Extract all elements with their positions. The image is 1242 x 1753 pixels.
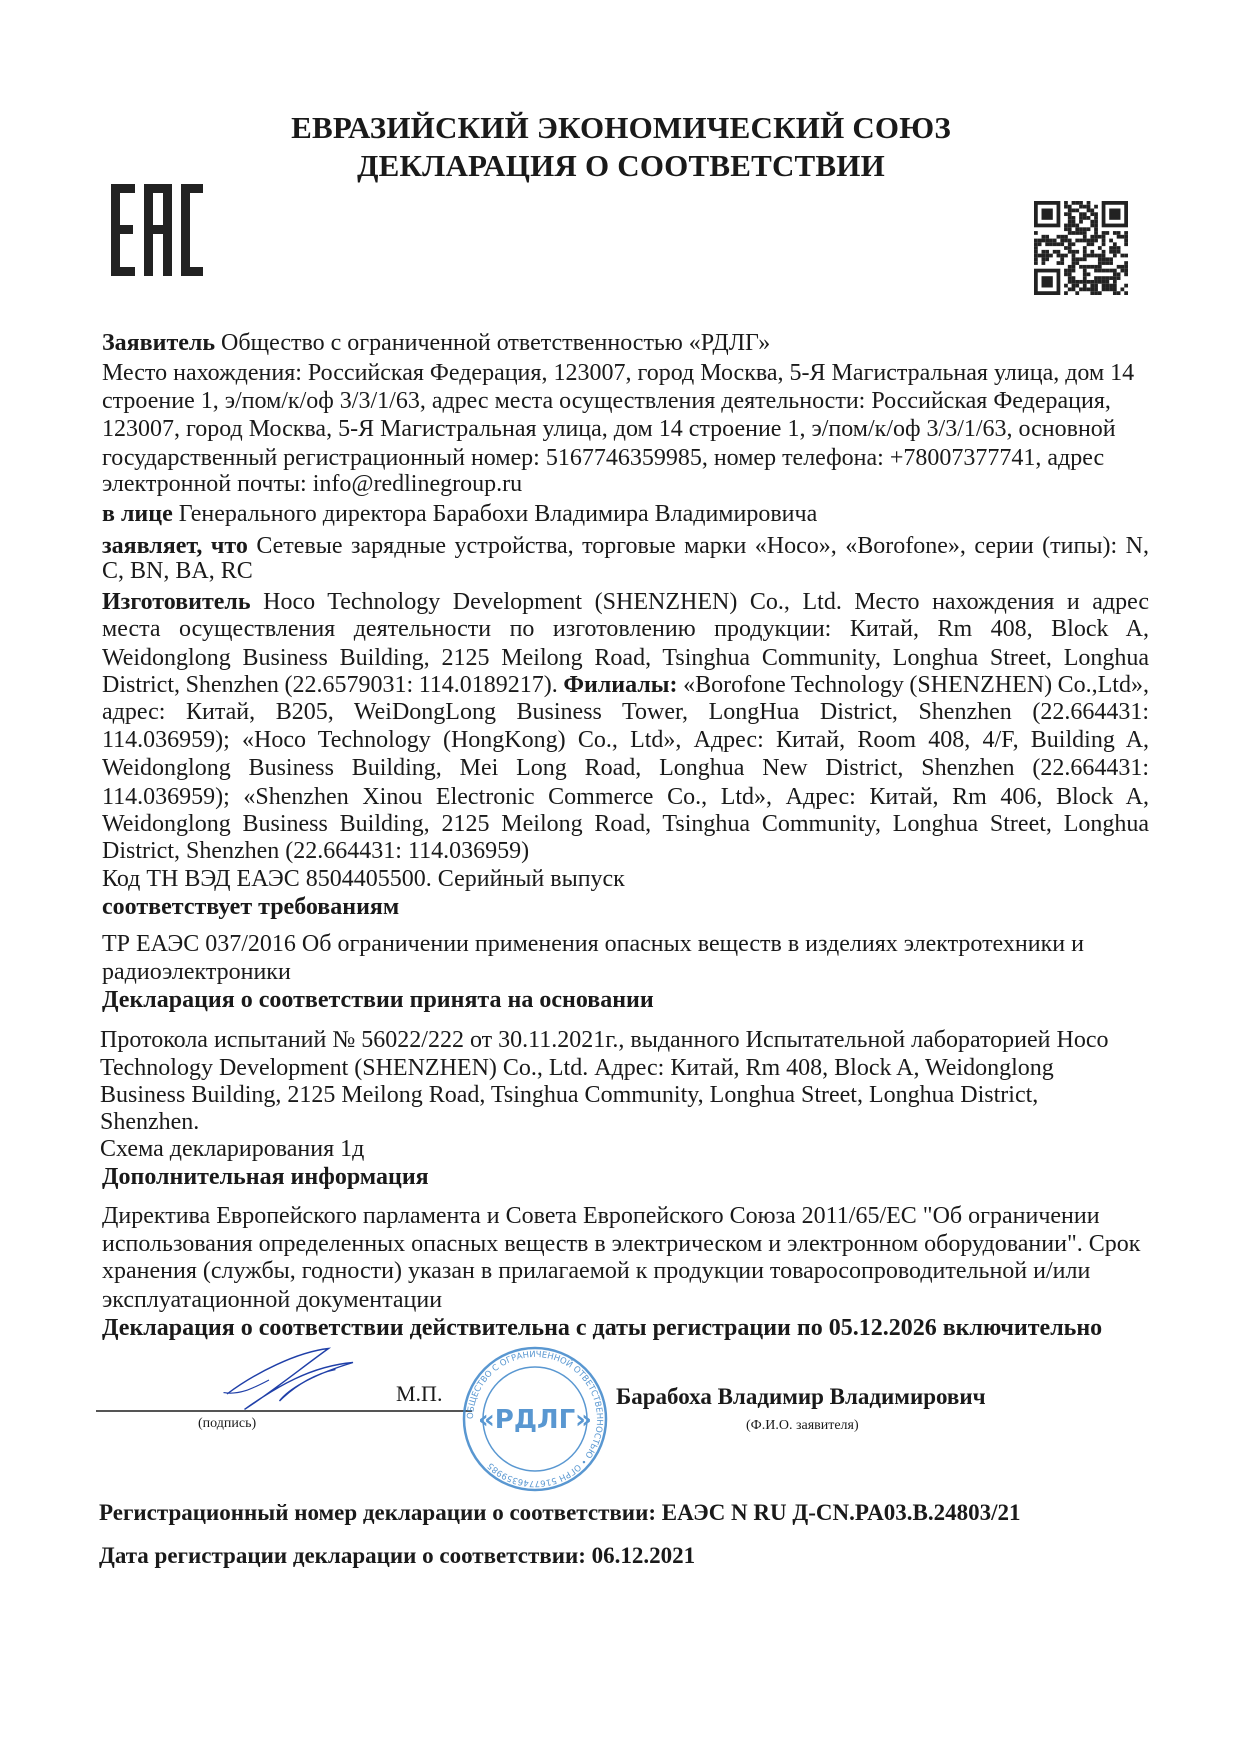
text-segment: C, BN, BA, RC (102, 558, 253, 584)
bold-label: заявляет, что (102, 533, 248, 559)
text-segment: Weidonglong Business Building, 2125 Meilong Road, Tsinghua Community, Longhua Street, Longhua (102, 645, 1150, 671)
text-segment: Shenzhen. (100, 1109, 200, 1135)
text-segment: Код ТН ВЭД ЕАЭС 8504405500. Серийный выпуск (102, 866, 625, 892)
text-segment: эксплуатационной документации (102, 1287, 443, 1313)
text-line (102, 1204, 1100, 1228)
text-line (102, 617, 1149, 641)
bold-label: Заявитель (102, 330, 216, 356)
stamp-center-text: «РДЛГ» (478, 1405, 592, 1435)
text-line (100, 1110, 199, 1134)
text-segment: District, Shenzhen (22.664431: 114.036959) (102, 838, 530, 864)
bold-label: Декларация о соответствии принята на основании (102, 987, 654, 1013)
text-line (100, 1083, 1038, 1107)
signature-caption: (подпись) (198, 1416, 257, 1431)
text-segment: Генерального директора Барабохи Владимира Владимировича (172, 501, 818, 527)
text-segment: Схема декларирования 1д (100, 1136, 365, 1162)
text-line (102, 756, 1149, 780)
text-line (102, 590, 1149, 614)
text-line (102, 700, 1149, 724)
text-line (102, 673, 1149, 697)
bold-label: Изготовитель (102, 589, 251, 615)
text-segment: радиоэлектроники (102, 959, 291, 985)
text-line (102, 1259, 1090, 1283)
text-segment: «Borofone Technology (SHENZHEN) Co.,Ltd», (677, 672, 1149, 698)
text-segment: Протокола испытаний № 56022/222 от 30.11.2021г., выданного Испытательной лабораторией Hoco (100, 1027, 1109, 1053)
text-segment: Technology Development (SHENZHEN) Co., Ltd. Адрес: Китай, Rm 408, Block A, Weidonglong (100, 1055, 1054, 1081)
bold-label: Филиалы: (563, 672, 678, 698)
text-line (102, 417, 1116, 441)
text-segment: государственный регистрационный номер: 5167746359985, номер телефона: +78007377741, адрес (102, 445, 1105, 471)
text-line (102, 1232, 1140, 1256)
text-segment: электронной почты: info@redlinegroup.ru (102, 471, 523, 497)
bold-label: Декларация о соответствии действительна с даты регистрации по 05.12.2026 включительно (102, 1315, 1103, 1341)
qr-code-icon (1034, 201, 1128, 295)
text-segment: Business Building, 2125 Meilong Road, Tsinghua Community, Longhua Street, Longhua District, (100, 1082, 1039, 1108)
text-line (102, 389, 1111, 413)
text-segment: 114.036959); «Shenzhen Xinou Electronic Commerce Co., Ltd», Адрес: Китай, Rm 406, Block A, (102, 784, 1150, 810)
text-segment: Weidonglong Business Building, Mei Long Road, Longhua New District, Shenzhen (22.664431: (102, 755, 1150, 781)
text-segment: Hoco Technology Development (SHENZHEN) Co., Ltd. Место нахождения и адрес (250, 589, 1150, 615)
text-line (102, 446, 1104, 470)
text-line (102, 1165, 429, 1189)
registration-number: Регистрационный номер декларации о соответствии: ЕАЭС N RU Д-CN.PA03.B.24803/21 (99, 1500, 1021, 1525)
text-line (100, 1137, 364, 1161)
text-line (102, 559, 253, 583)
text-line (102, 728, 1149, 752)
text-line (102, 1288, 442, 1312)
bold-label: в лице (102, 501, 173, 527)
signer-name: Барабоха Владимир Владимирович (616, 1384, 986, 1409)
title-union: ЕВРАЗИЙСКИЙ ЭКОНОМИЧЕСКИЙ СОЮЗ (291, 110, 951, 145)
bold-label: соответствует требованиям (102, 894, 400, 920)
text-line (102, 839, 529, 863)
text-segment: Место нахождения: Российская Федерация, 123007, город Москва, 5-Я Магистральная улица, дом 14 (102, 360, 1135, 386)
handwritten-signature (190, 1345, 390, 1415)
text-line (102, 960, 291, 984)
text-line (102, 331, 770, 355)
text-segment: места осуществления деятельности по изготовлению продукции: Китай, Rm 408, Block A, (102, 616, 1149, 642)
text-line (102, 988, 654, 1012)
text-segment: использования определенных опасных веществ в электрическом и электронном оборудовании". Срок (102, 1231, 1141, 1257)
text-segment: Общество с ограниченной ответственностью «РДЛГ» (215, 330, 771, 356)
text-line (102, 361, 1134, 385)
text-segment: Сетевые зарядные устройства, торговые марки «Hoco», «Borofone», серии (типы): N, (247, 533, 1149, 559)
mp-label: М.П. (396, 1381, 443, 1406)
text-line (100, 1056, 1054, 1080)
eac-logo (111, 184, 203, 276)
text-line (102, 646, 1149, 670)
text-line (102, 502, 817, 526)
text-segment: ТР ЕАЭС 037/2016 Об ограничении применения опасных веществ в изделиях электротехники и (102, 931, 1084, 957)
text-line (102, 812, 1149, 836)
bold-label: Дополнительная информация (102, 1164, 429, 1190)
title-declaration: ДЕКЛАРАЦИЯ О СООТВЕТСТВИИ (357, 148, 885, 183)
text-line (102, 1316, 1102, 1340)
text-segment: Директива Европейского парламента и Совета Европейского Союза 2011/65/EC "Об ограничении (102, 1203, 1100, 1229)
text-segment: адрес: Китай, B205, WeiDongLong Business Tower, LongHua District, Shenzhen (22.664431: (102, 699, 1150, 725)
text-segment: 123007, город Москва, 5-Я Магистральная улица, дом 14 строение 1, э/пом/к/оф 3/3/1/63, основной (102, 416, 1116, 442)
text-segment: 114.036959); «Hoco Technology (HongKong) Co., Ltd», Адрес: Китай, Room 408, 4/F, Building A, (102, 727, 1150, 753)
text-line (102, 472, 522, 496)
text-line (102, 895, 399, 919)
text-segment: Weidonglong Business Building, 2125 Meilong Road, Tsinghua Community, Longhua Street, Longhua (102, 811, 1150, 837)
text-line (100, 1028, 1109, 1052)
text-segment: хранения (службы, годности) указан в прилагаемой к продукции товаросопроводительной и/или (102, 1258, 1091, 1284)
text-line (102, 534, 1149, 558)
text-segment: строение 1, э/пом/к/оф 3/3/1/63, адрес места осуществления деятельности: Российская Федерация, (102, 388, 1111, 414)
signer-caption: (Ф.И.О. заявителя) (746, 1418, 859, 1433)
registration-date: Дата регистрации декларации о соответствии: 06.12.2021 (99, 1543, 696, 1568)
text-segment: District, Shenzhen (22.6579031: 114.0189217). (102, 672, 564, 698)
text-line (102, 867, 625, 891)
text-line (102, 932, 1084, 956)
stamp-ring-text: ОБЩЕСТВО С ОГРАНИЧЕННОЙ ОТВЕТСТВЕННОСТЬЮ • ОГРН 5167746359985 (465, 1349, 605, 1489)
text-line (102, 785, 1149, 809)
company-stamp (462, 1346, 608, 1492)
